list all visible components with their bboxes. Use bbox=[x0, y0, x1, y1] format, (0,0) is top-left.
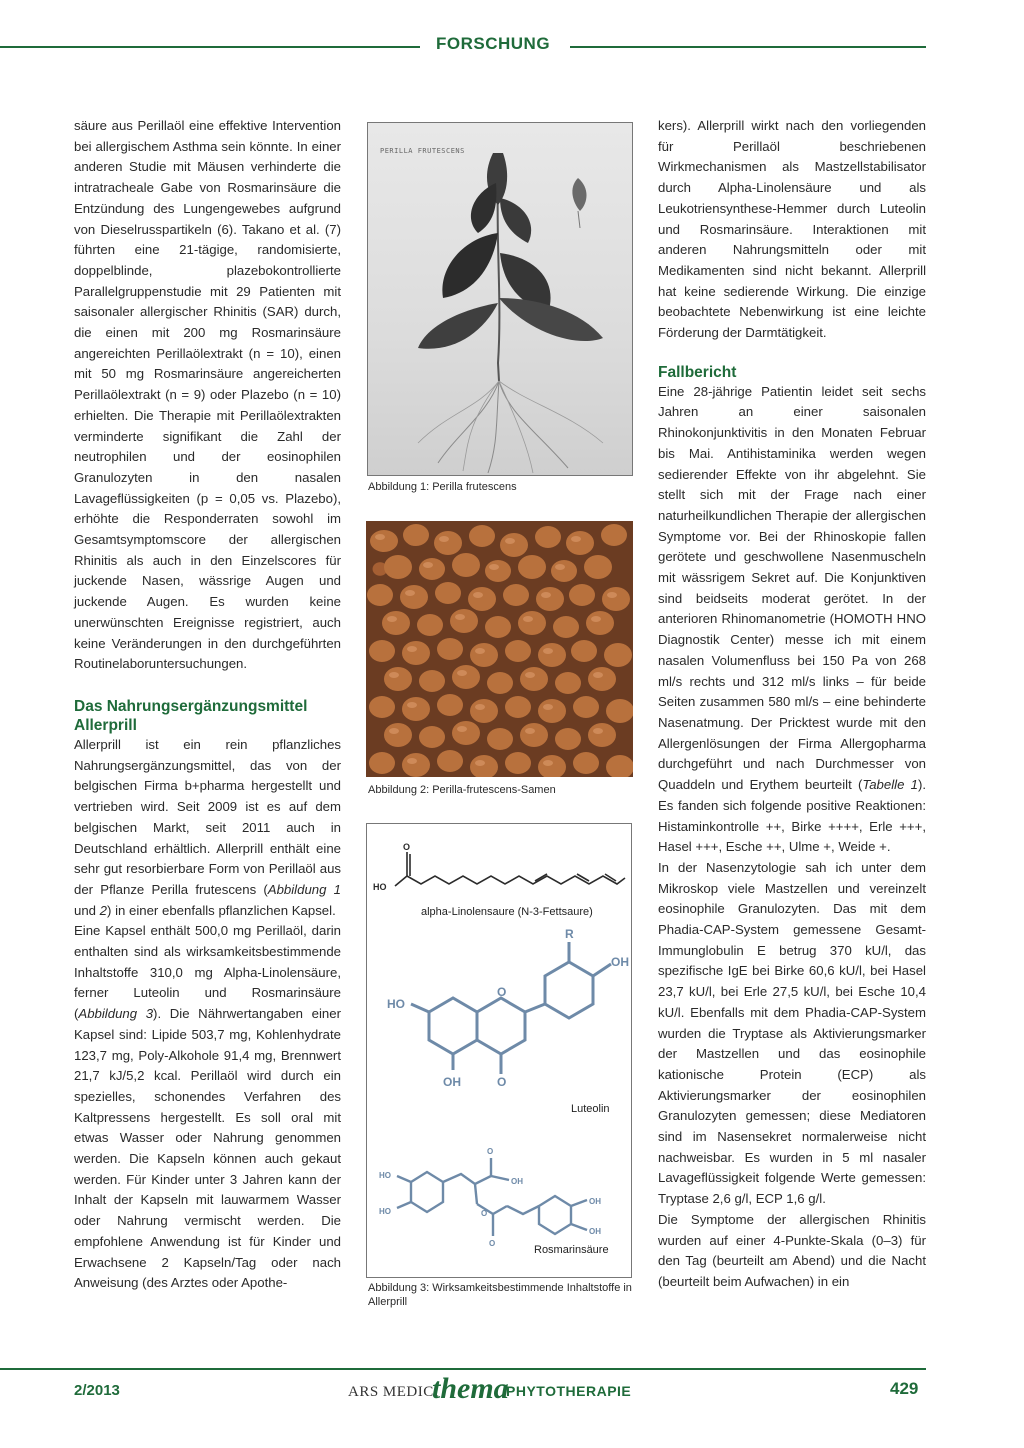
structure-label-rosmarinic: Rosmarinsäure bbox=[534, 1244, 609, 1256]
subheading: Das Nahrungsergänzungsmittel Allerprill bbox=[74, 697, 308, 734]
paragraph: In der Nasenzytologie sah ich unter dem Mikroskop viele Mastzellen und vereinzelt eosinophile Granulozyten. Das mit dem Phadia-CAP-System gemessene Gesamt-Immunglobulin E betrug 370 kU/l, das spezifische IgE bei Birke 60,6 kU/l, bei Hasel 23,7 kU/l, bei Erle 27,5 kU/l, bei Esche 10,4 kU/l. Ebenfalls mit dem Phadia-CAP-System wurden die Tryptase als Aktivierungsmarker der Mastzellen und das eosinophile kationische Protein (ECP) als Aktivierungsmarker der eosinophilen Granulozyten gemessen; diese Mediatoren sind im Nasensekret normalerweise nicht nachweisbar. Es wurden in 5 ml nasaler Lavageflüssigkeit folgende Werte gemessen: Tryptase 2,6 g/l, ECP 1,6 g/l. bbox=[658, 859, 926, 1207]
paragraph: Die Symptome der allergischen Rhinitis wurden auf einer 4-Punkte-Skala (0–3) für den Tag (beurteilt am Abend) und die Nacht (beurteilt beim Aufwachen) in ein bbox=[658, 1211, 926, 1289]
seeds-photo bbox=[366, 521, 633, 777]
figure-caption: Abbildung 2: Perilla-frutescens-Samen bbox=[368, 784, 556, 796]
footer-section: PHYTOTHERAPIE bbox=[506, 1383, 632, 1399]
atom-label: HO bbox=[379, 1207, 391, 1216]
issue-number: 2/2013 bbox=[74, 1382, 120, 1399]
paragraph bbox=[74, 735, 341, 921]
paragraph-text: ). Die Nährwertangaben einer Kapsel sind: Lipide 503,7 mg, Kohlenhydrate 123,7 mg, Poly-Alkohole 91,4 mg, Brennwert 21,7 kJ/5,2 kcal. Perillaöl wird durch ein spezielles, schonendes Verfahren des Kaltpressens hergestellt. Es soll oral mit etwas Wasser oder Nahrung genommen werden. Die Kapseln können auch gekaut werden. Für Kinder unter 3 Jahren kann der Inhalt der Kapseln mit lauwarmem Wasser oder Nahrung vermischt werden. Die empfohlene Anwendung ist für Kinder und Erwachsene 2 Kapseln/Tag oder nach Anweisung (des Arztes oder Apothe- bbox=[74, 1006, 341, 1291]
figure-chemical-structures bbox=[366, 823, 632, 1278]
paragraph-text: Allerprill ist ein rein pflanzliches Nahrungsergänzungsmittel, das von der belgischen Firma b+pharma hergestellt und vertrieben wird. Seit 2009 ist es auf dem belgischen Markt, seit 2011 auch in Deutschland erhältlich. Allerprill enthält eine sehr gut resorbierbare Form von Perillaöl aus der Pflanze Perilla frutescens ( bbox=[74, 736, 341, 897]
figure-caption: Abbildung 1: Perilla frutescens bbox=[368, 481, 517, 493]
atom-label: HO bbox=[379, 1171, 391, 1180]
atom-label: OH bbox=[511, 1177, 523, 1186]
atom-label: OH bbox=[589, 1197, 601, 1206]
atom-label: HO bbox=[373, 882, 387, 892]
paragraph: kers). Allerprill wirkt nach den vorliegenden für Perillaöl beschriebenen Wirkmechanismen als Mastzellstabilisator durch Alpha-Linolensäure und als Leukotriensynthese-Hemmer durch Luteolin und Rosmarinsäure. Interaktionen mit anderen Nahrungsmitteln oder mit Medikamenten sind nicht bekannt. Allerprill hat keine sedierende Wirkung. Die einzige beobachtete Nebenwirkung ist eine leichte Förderung der Darmtätigkeit. bbox=[658, 118, 926, 341]
structure-label-luteolin: Luteolin bbox=[571, 1103, 610, 1115]
figure-ref: Abbildung 1 bbox=[267, 881, 341, 897]
column-right bbox=[658, 116, 926, 1293]
paragraph-text: Eine Kapsel enthält 500,0 mg Perillaöl, darin enthalten sind als wirksamkeitsbestimmende Inhaltstoffe 310,0 mg Alpha-Linolensäure, ferner Luteolin und Rosmarinsäure ( bbox=[74, 923, 341, 1022]
atom-label: OH bbox=[611, 955, 629, 969]
paragraph-text: Eine 28-jährige Patientin leidet seit sechs Jahren an einer saisonalen Rhinokonjunktivitis in den Monaten Februar bis Mai. Antihistaminika werden wegen sedierender Effekte von ihr abgelehnt. Sie stellt sich mit der Frage nach einer naturheilkundlichen Therapie der allergischen Symptome vor. Bei der Rhinoskopie fallen gerötete und geschwollene Nasenmuscheln mit wässrigem Sekret auf. Die Konjunktiven sind beidseits moderat gerötet. In der anterioren Rhinomanometrie (HOMOTH HNO Diagnostik Center) messe ich mit einem nasalen Volumenfluss bei 150 Pa von 268 ml/s rechts und 312 ml/s links – für beide Seiten zusammen 580 ml/s – eine behinderte Nasenatmung. Der Pricktest wurde mit den Allergenlösungen der Firma Allergopharma durchgeführt und nach Durchmesser von Quaddeln und Erythem beurteilt ( bbox=[658, 383, 926, 793]
paragraph-text: ). Es fanden sich folgende positive Reaktionen: Histaminkontrolle ++, Birke ++++, Erle +++, Hasel +++, Esche ++, Ulme +, Weide +. bbox=[658, 777, 926, 855]
footer-rule bbox=[0, 1368, 926, 1370]
page-footer bbox=[0, 1368, 1024, 1418]
logo-ars-medici: ARS MEDICI bbox=[348, 1384, 440, 1400]
logo-thema: thema bbox=[432, 1372, 509, 1405]
atom-label: OH bbox=[443, 1075, 461, 1089]
figure-caption: Abbildung 3: Wirksamkeitsbestimmende Inhaltstoffe in Allerprill bbox=[368, 1282, 632, 1308]
structure-label-ala: alpha-Linolensaure (N-3-Fettsaure) bbox=[421, 906, 593, 918]
subheading: Fallbericht bbox=[658, 363, 737, 381]
figure-perilla-seeds bbox=[366, 521, 633, 777]
figure-perilla-drawing bbox=[367, 122, 633, 476]
table-ref: Tabelle 1 bbox=[862, 777, 918, 793]
page-header bbox=[0, 34, 1024, 60]
paragraph bbox=[74, 921, 341, 1294]
atom-label: O bbox=[497, 1075, 507, 1089]
atom-label: HO bbox=[387, 997, 405, 1011]
header-rule-right bbox=[570, 46, 926, 48]
atom-label: O bbox=[487, 1147, 494, 1156]
drawing-label: PERILLA FRUTESCENS bbox=[380, 147, 465, 155]
paragraph-text: und bbox=[74, 902, 100, 918]
paragraph bbox=[658, 382, 926, 858]
column-left bbox=[74, 116, 341, 1294]
atom-label: O bbox=[481, 1209, 488, 1218]
figure-ref: Abbildung 3 bbox=[78, 1006, 154, 1022]
structures-diagram bbox=[367, 824, 633, 1279]
atom-label: O bbox=[497, 985, 507, 999]
atom-label: O bbox=[489, 1239, 496, 1248]
page-number: 429 bbox=[890, 1379, 919, 1398]
perilla-illustration bbox=[368, 123, 634, 477]
atom-label: OH bbox=[589, 1227, 601, 1236]
atom-label: O bbox=[403, 842, 411, 852]
header-rule-left bbox=[0, 46, 420, 48]
atom-label: R bbox=[565, 927, 574, 941]
figure-ref: 2 bbox=[99, 902, 108, 918]
paragraph: säure aus Perillaöl eine effektive Intervention bei allergischem Asthma sein könnte. In einer anderen Studie mit Mäusen verhinderte die intratracheale Gabe von Rosmarinsäure die Entzündung des Lungengewebes aufgrund von Dieselrusspartikeln (6). Takano et al. (7) führten eine 21-tägige, randomisierte, doppelblinde, plazebokontrollierte Parallelgruppenstudie mit 29 Patienten mit saisonaler allergischer Rhinitis (SAR) durch, die einen mit 200 mg Rosmarinsäure angereichten Perillaölextrakt (n = 10), einen mit 50 mg Rosmarinsäure angereicherten Perillaölextrakt (n = 9) oder Plazebo (n = 10) erhielten. Die Therapie mit Perillaölextrakten verminderte signifikant die Zahl der neutrophilen und der eosinophilen Granulozyten in den nasalen Lavageflüssigkeiten (p = 0,05 vs. Plazebo), erhöhte die Responderraten sowohl im Gesamtsymptomscore der allergischen Rhinitis als auch in den Einzelscores für juckende Nasen, wässrige Augen und juckende Augen. Es wurden keine unerwünschten Ereignisse registriert, auch keine Veränderungen in den durchgeführten Routinelaboruntersuchungen. bbox=[74, 118, 341, 672]
section-title: FORSCHUNG bbox=[436, 34, 551, 53]
paragraph-text: ) in einer ebenfalls pflanzlichen Kapsel. bbox=[107, 902, 336, 918]
